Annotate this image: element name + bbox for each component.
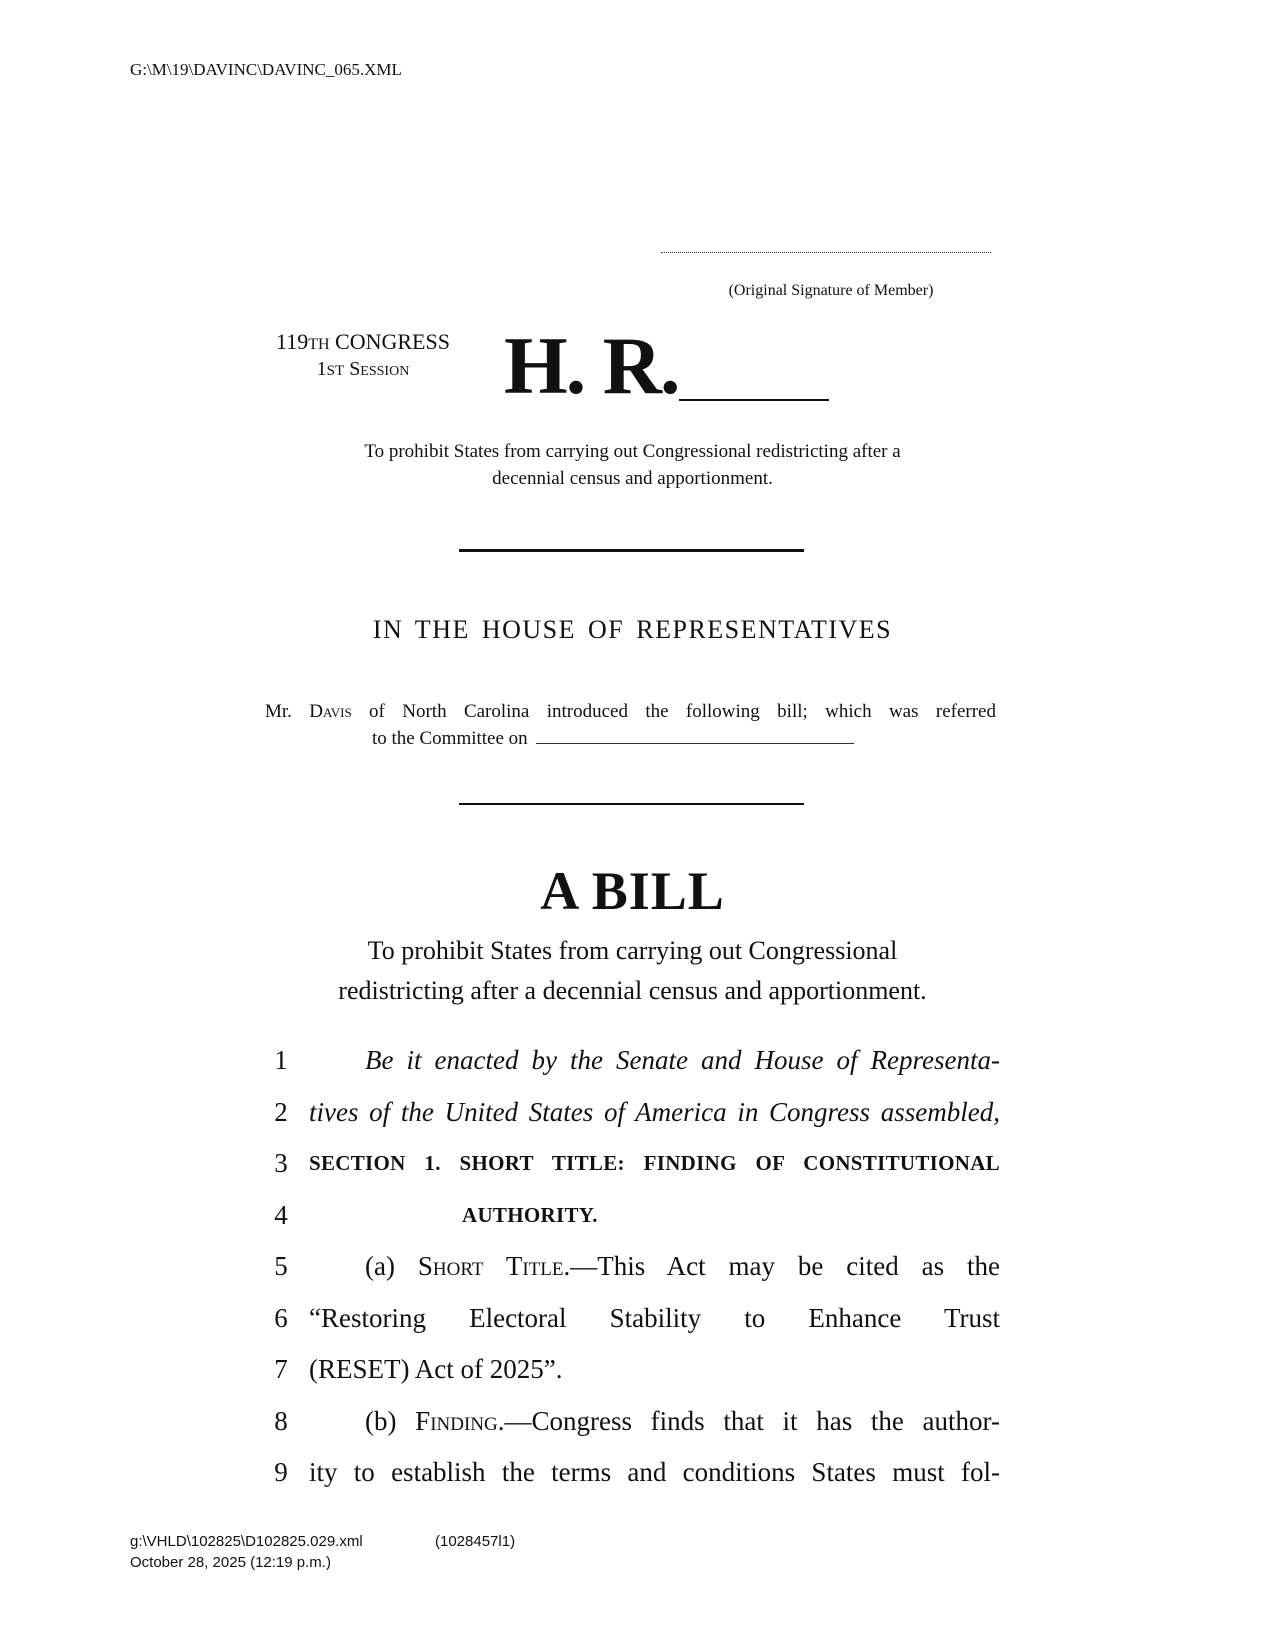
divider-thick	[459, 549, 804, 552]
line-number: 5	[274, 1251, 288, 1281]
committee-blank	[536, 743, 854, 744]
subsection-short-title: (a) Short Title.—This Act may be cited as the	[365, 1251, 1000, 1281]
signature-label: (Original Signature of Member)	[728, 282, 934, 299]
enacting-clause: Be it enacted by the Senate and House of Representa-	[365, 1045, 1000, 1075]
chamber-heading: IN THE HOUSE OF REPRESENTATIVES	[372, 615, 893, 644]
session-number: 1ST Session	[316, 358, 410, 380]
bill-number: H. R.	[504, 320, 679, 411]
introduction: Mr. Davis of North Carolina introduced the following bill; which was referred to the Committee on	[265, 701, 996, 749]
line-number: 9	[274, 1457, 288, 1487]
line-number: 7	[274, 1354, 288, 1384]
footer-file: g:\VHLD\102825\D102825.029.xml	[130, 1533, 363, 1550]
line-number: 3	[274, 1148, 288, 1178]
body-text: ity to establish the terms and conditions States must fol-	[309, 1457, 1000, 1487]
signature-line	[661, 252, 991, 253]
footer	[130, 1531, 516, 1573]
sponsor-name: Davis	[309, 701, 352, 722]
body-text: “Restoring Electoral Stability to Enhance Trust	[309, 1303, 1000, 1333]
subsection-finding: (b) Finding.—Congress finds that it has the author-	[365, 1406, 1000, 1436]
footer-id: (1028457l1)	[435, 1533, 516, 1550]
enacting-clause: tives of the United States of America in Congress assembled,	[309, 1097, 1000, 1127]
section-heading: SECTION 1. SHORT TITLE: FINDING OF CONSTITUTIONAL	[309, 1151, 1000, 1175]
short-purpose: To prohibit States from carrying out Congressional redistricting after a decennial census and apportionment.	[364, 441, 901, 489]
footer-date: October 28, 2025 (12:19 p.m.)	[130, 1554, 331, 1571]
long-title: To prohibit States from carrying out Congressional redistricting after a decennial census and apportionment.	[338, 936, 927, 1005]
bill-heading: A BILL	[540, 861, 725, 921]
congress-number: 119TH CONGRESS	[276, 329, 450, 354]
line-number: 4	[274, 1200, 288, 1230]
congress-session	[260, 329, 466, 384]
file-path-header: G:\M\19\DAVINC\DAVINC_065.XML	[130, 60, 402, 79]
line-number: 1	[274, 1045, 288, 1075]
line-number: 8	[274, 1406, 288, 1436]
bill-number-blank	[679, 399, 829, 401]
line-number: 2	[274, 1097, 288, 1127]
divider-thin	[459, 803, 804, 805]
body-text: (RESET) Act of 2025”.	[309, 1354, 563, 1384]
section-heading: AUTHORITY.	[462, 1203, 598, 1227]
line-number: 6	[274, 1303, 288, 1333]
